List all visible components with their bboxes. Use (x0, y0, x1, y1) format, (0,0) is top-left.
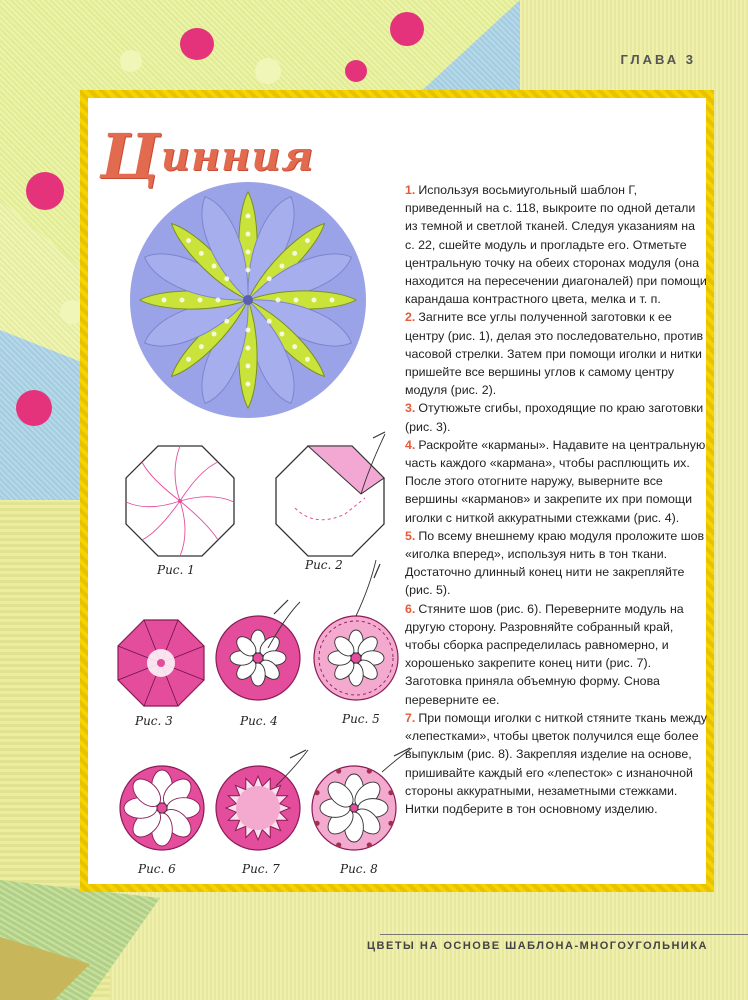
print-dot (330, 298, 335, 303)
print-dot (199, 251, 204, 256)
print-dot (186, 238, 191, 243)
stitch-dot (388, 821, 393, 826)
print-dot (246, 214, 251, 219)
figure-7-caption: Рис. 7 (242, 862, 280, 876)
polka-dot (390, 12, 424, 46)
step-5: 5. По всему внешнему краю модуля проложите шов «иголка вперед», используя нить в тон ткани. Достаточно длинный конец нити не закрепляйте (рис. 5). (405, 528, 705, 598)
title-rest: инния (160, 133, 315, 180)
instructions-text (405, 181, 707, 818)
print-dot (212, 331, 217, 336)
print-dot (246, 250, 251, 255)
step-2: 2. Загните все углы полученной заготовки к ее центру (рис. 1), делая это последовательно, против часовой стрелки. Затем при помощи иголки и нитки пришейте все вершины углов к самому центру модуля (рис. 2). (405, 310, 704, 398)
print-dot (246, 346, 251, 351)
figure-5-diagram (310, 556, 410, 706)
polka-dot (120, 50, 142, 72)
print-dot (267, 276, 272, 281)
print-dot (276, 298, 281, 303)
step-3: 3. Отутюжьте сгибы, проходящие по краю заготовки (рис. 3). (405, 401, 704, 434)
print-dot (224, 319, 229, 324)
figure-2-caption: Рис. 2 (305, 558, 343, 572)
figure-3-caption: Рис. 3 (135, 714, 173, 728)
stitch-dot (314, 821, 319, 826)
figure-5-caption: Рис. 5 (342, 712, 380, 726)
figure-8-diagram (308, 744, 418, 856)
print-dot (292, 251, 297, 256)
zinnia-photo (120, 180, 380, 430)
stitch-dot (367, 768, 372, 773)
print-dot (292, 344, 297, 349)
figure-4-diagram (212, 596, 312, 706)
print-dot (216, 298, 221, 303)
step-1: 1. Используя восьмиугольный шаблон Г, приведенный на с. 118, выкроите по одной детали из темной и светлой тканей. Следуя указаниям на с. 22, сшейте модуль и прогладьте его. Отметьте центральную точку на обеих сторонах модуля (она находится на пересечении диагоналей) при помощи карандаша контрастного цвета, мелка и т. п. (405, 183, 707, 307)
print-dot (279, 264, 284, 269)
print-dot (180, 298, 185, 303)
figure-8-caption: Рис. 8 (340, 862, 378, 876)
title-initial: Ц (100, 120, 161, 193)
print-dot (212, 264, 217, 269)
figure-6-caption: Рис. 6 (138, 862, 176, 876)
figure-6-diagram (116, 762, 208, 854)
stitch-dot (314, 790, 319, 795)
running-footer: ЦВЕТЫ НА ОСНОВЕ ШАБЛОНА-МНОГОУГОЛЬНИКА (367, 940, 708, 952)
print-dot (294, 298, 299, 303)
figure-3-diagram (116, 618, 206, 708)
print-dot (246, 364, 251, 369)
print-dot (305, 357, 310, 362)
stitch-dot (388, 790, 393, 795)
polka-dot (345, 60, 367, 82)
stitch-dot (336, 842, 341, 847)
footer-rule (380, 934, 748, 935)
print-dot (198, 298, 203, 303)
figure-4-caption: Рис. 4 (240, 714, 278, 728)
print-dot (312, 298, 317, 303)
figure-7-diagram (212, 746, 318, 856)
chapter-label: ГЛАВА 3 (620, 52, 696, 67)
figure-1-caption: Рис. 1 (157, 563, 195, 577)
stitch-dot (336, 768, 341, 773)
print-dot (279, 331, 284, 336)
figure-2-diagram (265, 428, 395, 558)
print-dot (246, 268, 251, 273)
print-dot (305, 238, 310, 243)
page-title (100, 112, 315, 193)
print-dot (224, 276, 229, 281)
print-dot (162, 298, 167, 303)
polka-dot (26, 172, 64, 210)
print-dot (246, 328, 251, 333)
step-4: 4. Раскройте «карманы». Надавите на центральную часть каждого «кармана», чтобы расплющить их. После этого отогните наружу, выверните все вершины «карманов» и закрепите их при помощи иголки с ниткой аккуратными стежками (рис. 4). (405, 437, 706, 525)
print-dot (186, 357, 191, 362)
polka-dot (180, 28, 214, 60)
stitch-dot (367, 842, 372, 847)
step-7: 7. При помощи иголки с ниткой стяните ткань между «лепестками», чтобы цветок получился еще более выпуклым (рис. 8). Закрепляя изделие на основе, пришивайте каждый его «лепесток» с изнаночной стороны аккуратными, незаметными стежками. Нитки подберите в тон основному изделию. (405, 710, 707, 816)
polka-dot (255, 58, 281, 84)
figure-1-diagram (120, 442, 240, 562)
print-dot (246, 232, 251, 237)
print-dot (199, 344, 204, 349)
polka-dot (16, 390, 52, 426)
print-dot (246, 382, 251, 387)
step-6: 6. Стяните шов (рис. 6). Переверните модуль на другую сторону. Разровняйте собранный край, чтобы сборка распределилась равномерно, и хорошенько закрепите конец нити (рис. 7). Заготовка приняла объемную форму. Снова переверните ее. (405, 601, 684, 707)
print-dot (267, 319, 272, 324)
